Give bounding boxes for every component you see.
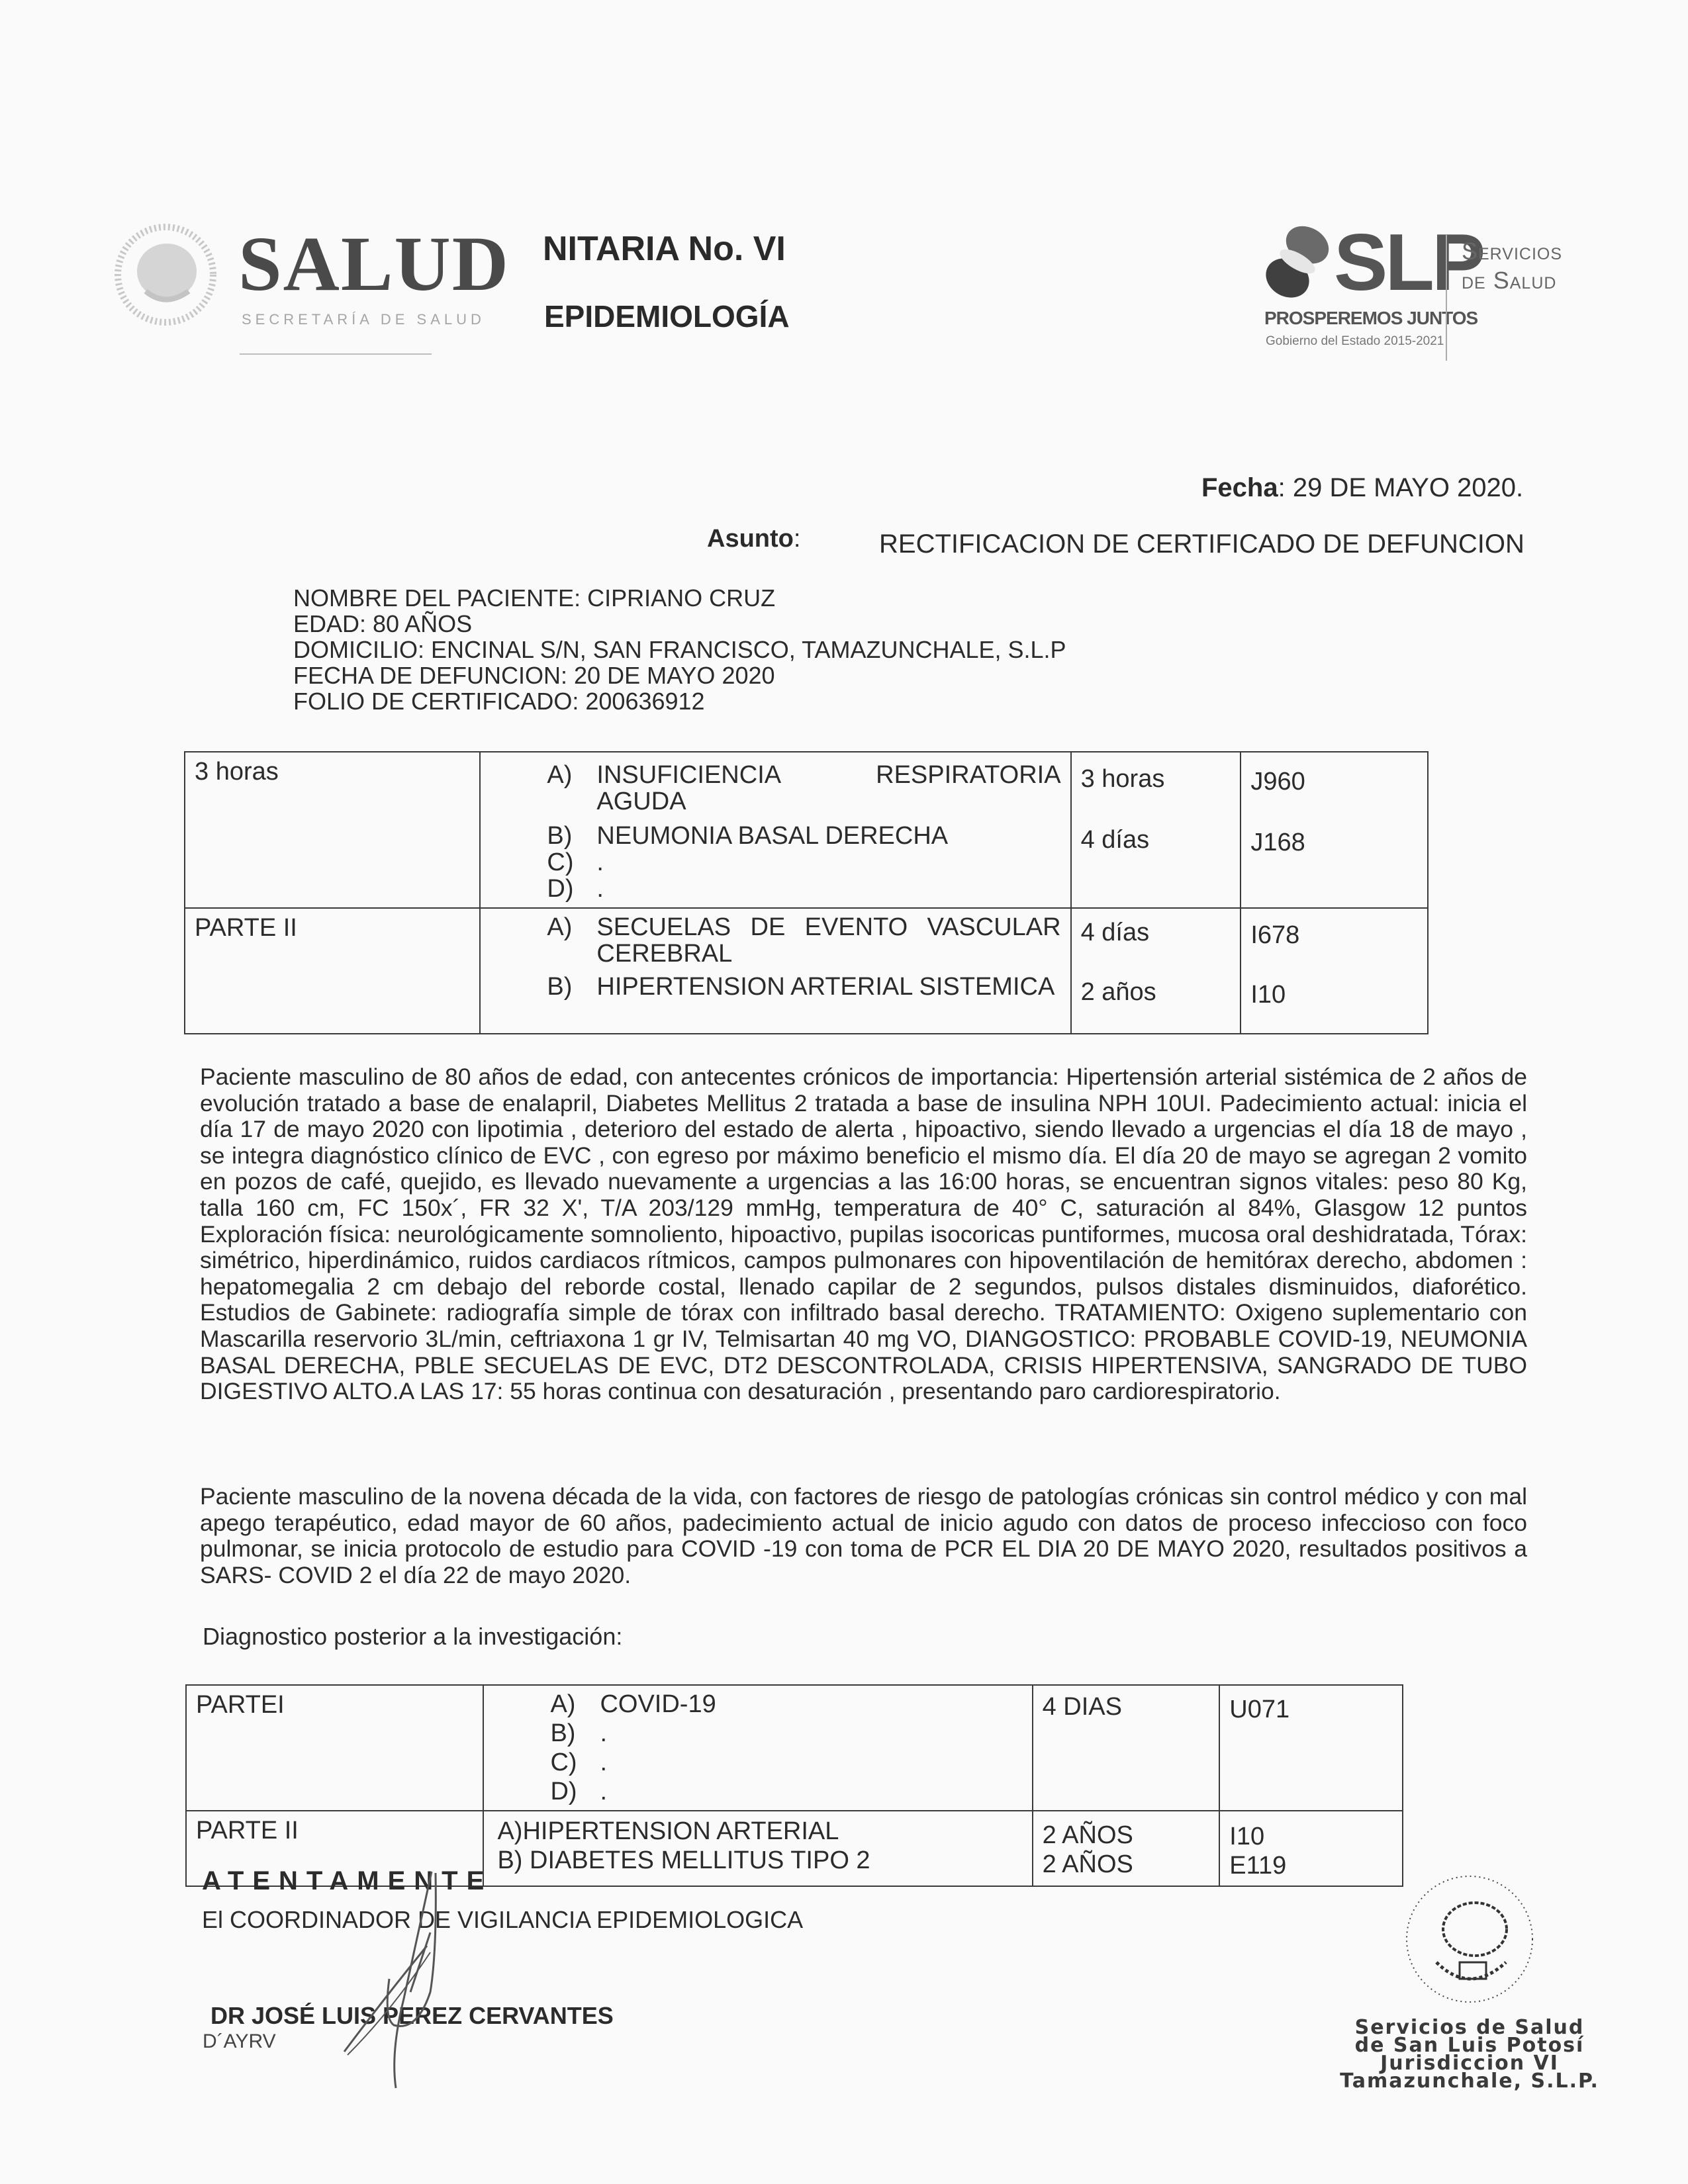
- cause-duration: 2 AÑOS: [1042, 1850, 1133, 1878]
- header-vertical-rule: [1446, 235, 1447, 361]
- part2-causes: [483, 1811, 1032, 1886]
- part1-causes: [480, 752, 1070, 908]
- fecha-value: : 29 DE MAYO 2020.: [1278, 473, 1524, 502]
- header-title-line2: EPIDEMIOLOGÍA: [544, 299, 790, 334]
- salud-wordmark: SALUD: [238, 220, 510, 307]
- asunto-value: RECTIFICACION DE CERTIFICADO DE DEFUNCION: [879, 529, 1524, 559]
- stamp-line4: Tamazunchale, S.L.P.: [1340, 2070, 1599, 2093]
- cause-duration: 2 años: [1080, 978, 1156, 1006]
- coordinator-title: El COORDINADOR DE VIGILANCIA EPIDEMIOLOGICA: [202, 1906, 804, 1933]
- part2-codes: [1219, 1811, 1403, 1886]
- clinical-summary-paragraph: Paciente masculino de 80 años de edad, con antecentes crónicos de importancia: Hipertensión arterial sistémica de 2 años de evolución tratado a base de enalapril, Diabetes Mellitus 2 tratada a base de insulina NPH 10UI. Padecimiento actual: inicia el día 17 de mayo 2020 con lipotimia , deterioro del estado de alerta , hipoactivo, siendo llevado a urgencias el día 18 de mayo , se integra diagnóstico clínico de EVC , con egreso por máximo beneficio el mismo día. El día 20 de mayo se agregan 2 vomito en pozos de café, quejido, es llevado nuevamente a urgencias a las 16:00 horas, se encuentran signos vitales: peso 80 Kg, talla 160 cm, FC 150x´, FR 32 X', T/A 203/129 mmHg, temperatura de 40° C, saturación al 84%, Glasgow 12 puntos Exploración física: neurológicamente somnoliento, hipoactivo, pupilas isocoricas puntiformes, mucosa oral deshidratada, Tórax: simétrico, hiperdinámico, ruidos cardiacos rítmicos, campos pulmonares con hipoventilación de hemitórax derecho, abdomen : hepatomegalia 2 cm debajo del reborde costal, llenado capilar de 2 segundos, pulsos distales disminuidos, diaforético. Estudios de Gabinete: radiografía simple de tórax con infiltrado basal derecho. TRATAMIENTO: Oxigeno suplementario con Mascarilla reservorio 3L/min, ceftriaxona 1 gr IV, Telmisartan 40 mg VO, DIANGOSTICO: PROBABLE COVID-19, NEUMONIA BASAL DERECHA, PBLE SECUELAS DE EVC, DT2 DESCONTROLADA, CRISIS HIPERTENSIVA, SANGRADO DE TUBO DIGESTIVO ALTO.A LAS 17: 55 horas continua con desaturación , presentando paro cardiorespiratorio.: [200, 1064, 1527, 1405]
- cause-duration: 4 días: [1080, 826, 1150, 854]
- original-causes-table: [184, 751, 1429, 1034]
- servicios-line2: de Salud: [1462, 267, 1557, 294]
- atentamente-heading: ATENTAMENTE: [202, 1866, 493, 1895]
- stamp-text: [1337, 2016, 1602, 2093]
- cause-text: .: [600, 1778, 608, 1805]
- part2-durations: [1033, 1811, 1220, 1886]
- doctor-name: DR JOSÉ LUIS PEREZ CERVANTES: [211, 2002, 614, 2029]
- slp-tagline: PROSPEREMOS JUNTOS: [1264, 308, 1478, 328]
- cause-text: .: [600, 1719, 608, 1747]
- cause-text: COVID-19: [600, 1690, 716, 1718]
- cause-letter: B): [547, 822, 573, 850]
- handwritten-signature-icon: [278, 1860, 516, 2098]
- cause-code: E119: [1229, 1852, 1287, 1880]
- patient-address: DOMICILIO: ENCINAL S/N, SAN FRANCISCO, TAMAZUNCHALE, S.L.P: [293, 636, 1066, 663]
- stamp-line3: Jurisdiccion VI: [1380, 2052, 1559, 2075]
- header-divider: [240, 353, 432, 355]
- cause-text: B) DIABETES MELLITUS TIPO 2: [497, 1846, 870, 1874]
- servicios-de-salud-label: [1462, 237, 1562, 295]
- cause-code: I10: [1229, 1823, 1265, 1850]
- cause-letter: A): [550, 1690, 576, 1718]
- cause-code: U071: [1229, 1696, 1290, 1723]
- epidemiological-paragraph: Paciente masculino de la novena década de la vida, con factores de riesgo de patologías crónicas sin control médico y con mal apego terapéutico, edad mayor de 60 años, padecimiento actual de inicio agudo con datos de proceso infeccioso con foco pulmonar, se inicia protocolo de estudio para COVID -19 con toma de PCR EL DIA 20 DE MAYO 2020, resultados positivos a SARS- COVID 2 el día 22 de mayo 2020.: [200, 1483, 1527, 1588]
- cause-code: I678: [1250, 921, 1300, 949]
- official-seal-stamp-icon: [1397, 1863, 1542, 2009]
- cause-code: J960: [1250, 768, 1305, 796]
- cause-text: .: [596, 875, 604, 903]
- cause-code: I10: [1250, 981, 1286, 1009]
- part2-codes: [1241, 908, 1428, 1034]
- cause-text: NEUMONIA BASAL DERECHA: [596, 822, 949, 850]
- cause-text: .: [596, 848, 604, 876]
- stamp-line1: Servicios de Salud: [1354, 2016, 1585, 2039]
- part1-label: PARTEI: [186, 1685, 483, 1811]
- part2-durations: [1071, 908, 1241, 1034]
- slp-logo-icon: [1261, 225, 1337, 301]
- table-row: [185, 752, 1428, 908]
- cause-duration: 3 horas: [1080, 765, 1165, 793]
- patient-name: NOMBRE DEL PACIENTE: CIPRIANO CRUZ: [293, 584, 776, 612]
- header-title-line1: NITARIA No. VI: [543, 230, 786, 268]
- cause-text: INSUFICIENCIA RESPIRATORIA AGUDA: [596, 761, 1061, 815]
- cause-text: .: [600, 1749, 608, 1776]
- part2-causes: [480, 908, 1070, 1034]
- document-date: [1201, 473, 1523, 503]
- patient-info: [293, 585, 1066, 714]
- cause-text: HIPERTENSION ARTERIAL SISTEMICA: [596, 973, 1055, 1001]
- part1-durations: [1071, 752, 1241, 908]
- typist-initials: D´AYRV: [203, 2030, 276, 2052]
- cause-letter: C): [550, 1749, 577, 1776]
- stamp-line2: de San Luis Potosí: [1354, 2034, 1585, 2057]
- part1-causes: [483, 1685, 1032, 1811]
- asunto-label: [707, 525, 800, 553]
- asunto-colon: :: [793, 525, 801, 553]
- table-row: [186, 1685, 1403, 1811]
- table-row: [185, 908, 1428, 1034]
- slp-government-line: Gobierno del Estado 2015-2021: [1266, 334, 1444, 348]
- corrected-causes-table: [185, 1684, 1403, 1887]
- servicios-line1: Servicios: [1462, 238, 1563, 265]
- cause-letter: D): [550, 1778, 577, 1805]
- cause-code: J168: [1250, 829, 1305, 856]
- death-date: FECHA DE DEFUNCION: 20 DE MAYO 2020: [293, 662, 775, 689]
- certificate-folio: FOLIO DE CERTIFICADO: 200636912: [293, 688, 705, 715]
- cause-letter: A): [547, 761, 573, 789]
- fecha-label: Fecha: [1201, 473, 1278, 502]
- cause-letter: B): [550, 1719, 576, 1747]
- secretaria-subtitle: SECRETARÍA DE SALUD: [242, 311, 485, 328]
- part1-label: 3 horas: [185, 752, 480, 908]
- part1-codes: [1241, 752, 1428, 908]
- cause-letter: A): [547, 913, 573, 941]
- cause-text: SECUELAS DE EVENTO VASCULAR CEREBRAL: [596, 913, 1061, 968]
- cause-letter: C): [547, 848, 574, 876]
- slp-wordmark: SLP: [1334, 217, 1483, 307]
- part2-label: PARTE II: [185, 908, 480, 1034]
- cause-text: A)HIPERTENSION ARTERIAL: [497, 1817, 839, 1845]
- patient-age: EDAD: 80 AÑOS: [293, 610, 473, 637]
- cause-duration: 4 DIAS: [1042, 1693, 1122, 1721]
- cause-letter: B): [547, 973, 573, 1001]
- asunto-label-text: Asunto: [707, 525, 794, 553]
- diagnostico-posterior-label: Diagnostico posterior a la investigación:: [203, 1623, 623, 1650]
- mexico-emblem-icon: [113, 218, 218, 331]
- cause-letter: D): [547, 875, 574, 903]
- cause-duration: 2 AÑOS: [1042, 1821, 1133, 1849]
- part1-durations: [1033, 1685, 1220, 1811]
- part2-label: PARTE II: [186, 1811, 483, 1886]
- cause-duration: 4 días: [1080, 919, 1150, 946]
- part1-codes: [1219, 1685, 1403, 1811]
